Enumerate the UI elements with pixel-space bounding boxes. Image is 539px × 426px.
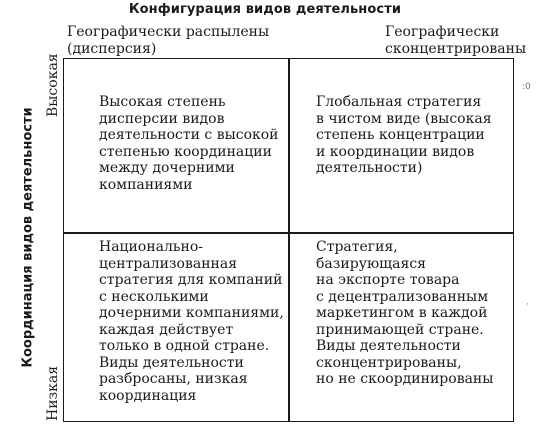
side-axis-title: Координация видов деятельности — [20, 107, 36, 368]
grid-horizontal-divider — [64, 232, 513, 234]
column-header-concentrated: Географически сконцентрированы — [385, 24, 527, 57]
cell-low-concentrated: Стратегия, базирующаяся на экспорте товара с децентрализованным маркетингом в каждой принимающей стране. Виды деятельности сконцентрированы, но не скоординированы — [316, 239, 494, 387]
cell-high-concentrated: Глобальная стратегия в чистом виде (высокая степень концентрации и координации видов деятельности) — [316, 94, 492, 176]
row-header-low: Низкая — [45, 365, 61, 421]
edge-mark: :0 — [522, 82, 531, 92]
column-header-dispersed: Географически распылены (дисперсия) — [67, 24, 270, 57]
cell-low-dispersed: Национально- централизованная стратегия для компаний с несколькими дочерними компаниями, каждая действует только в одной стране. Виды деятельности разбросаны, низкая координация — [99, 239, 284, 404]
matrix-grid — [63, 58, 514, 422]
edge-dot: · — [526, 300, 529, 310]
row-header-high: Высокая — [45, 53, 61, 117]
cell-high-dispersed: Высокая степень дисперсии видов деятельности с высокой степенью координации между дочерними компаниями — [99, 94, 279, 193]
diagram-title: Конфигурация видов деятельности — [128, 2, 402, 17]
